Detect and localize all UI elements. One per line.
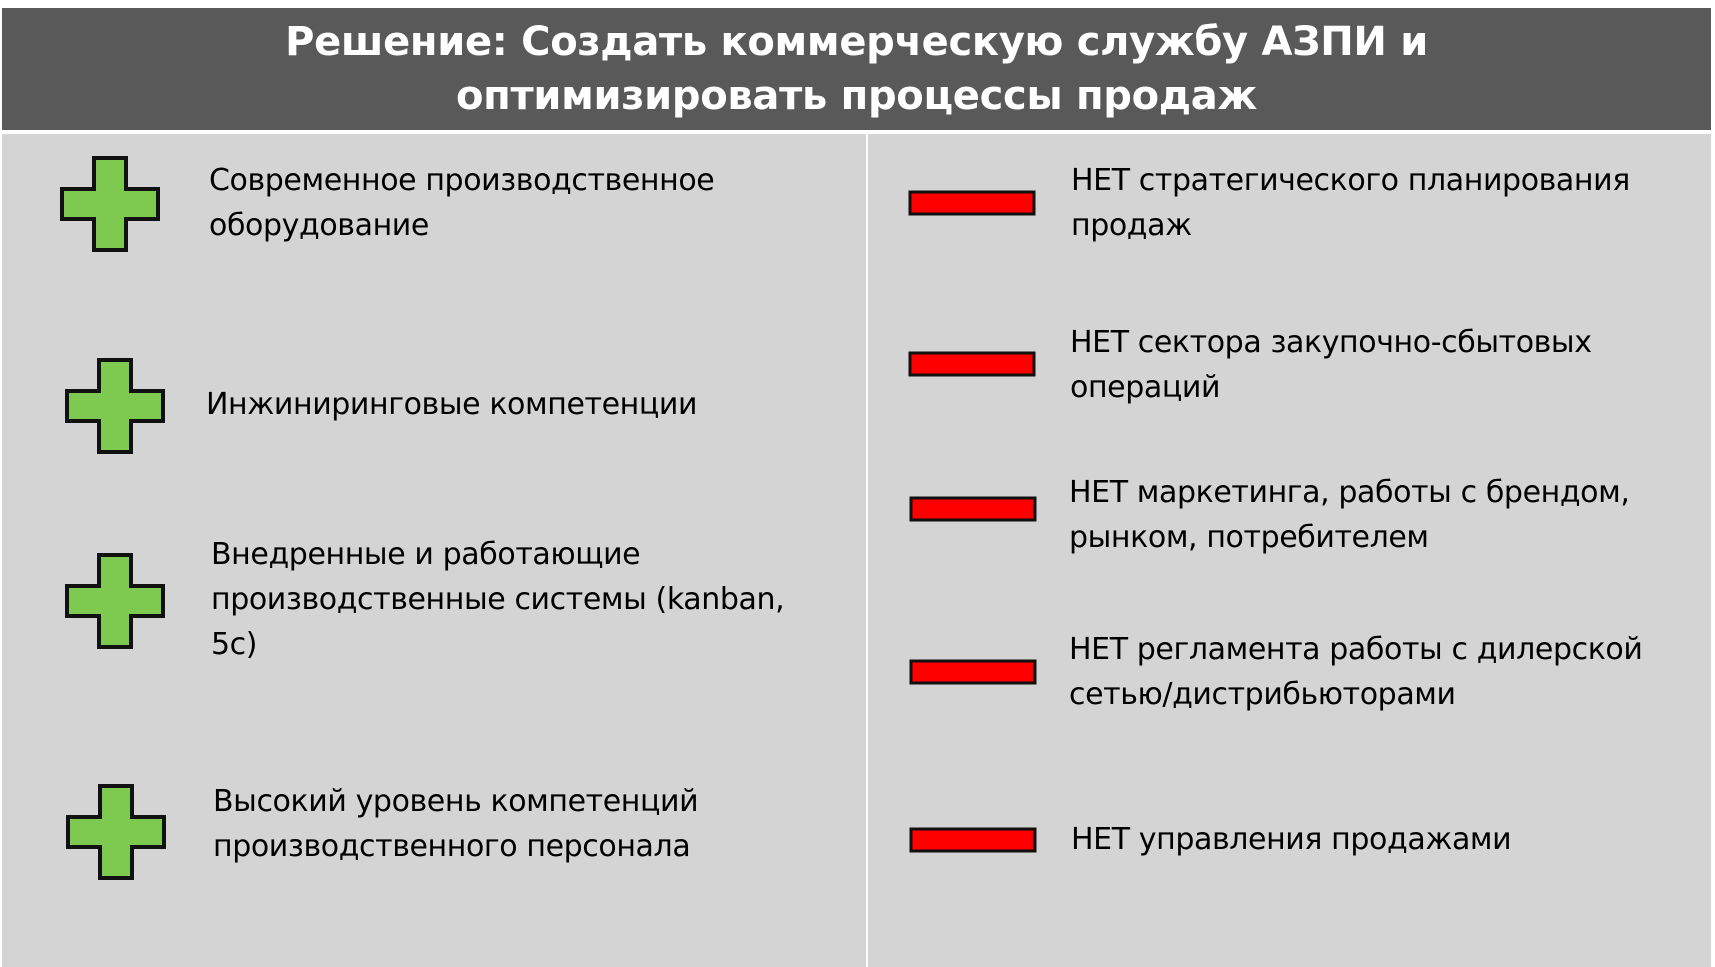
pro-text: Современное производственное оборудование: [209, 163, 715, 243]
plus-icon: [65, 358, 165, 454]
con-text: НЕТ регламента работы с дилерской сетью/дистрибьюторами: [1069, 632, 1643, 712]
minus-icon: [908, 351, 1036, 377]
con-text: НЕТ сектора закупочно-сбытовых операций: [1070, 325, 1592, 405]
plus-icon: [60, 156, 160, 252]
header-bar: [2, 8, 1711, 130]
pro-text: Инжиниринговые компетенции: [206, 387, 698, 422]
cons-panel: [868, 134, 1711, 967]
pro-text: Внедренные и работающие производственные системы (kanban, 5с): [211, 537, 785, 662]
plus-icon: [66, 784, 166, 880]
minus-icon: [909, 827, 1037, 853]
pro-text: Высокий уровень компетенций производственного персонала: [213, 784, 699, 864]
page-title: Решение: Создать коммерческую службу АЗПИ и оптимизировать процессы продаж: [285, 19, 1428, 119]
con-text: НЕТ управления продажами: [1071, 822, 1512, 857]
con-text: НЕТ маркетинга, работы с брендом, рынком, потребителем: [1069, 475, 1630, 555]
plus-icon: [65, 553, 165, 649]
con-text: НЕТ стратегического планирования продаж: [1071, 163, 1630, 243]
minus-icon: [909, 659, 1037, 685]
minus-icon: [908, 190, 1036, 216]
pros-panel: [2, 134, 866, 967]
minus-icon: [909, 496, 1037, 522]
